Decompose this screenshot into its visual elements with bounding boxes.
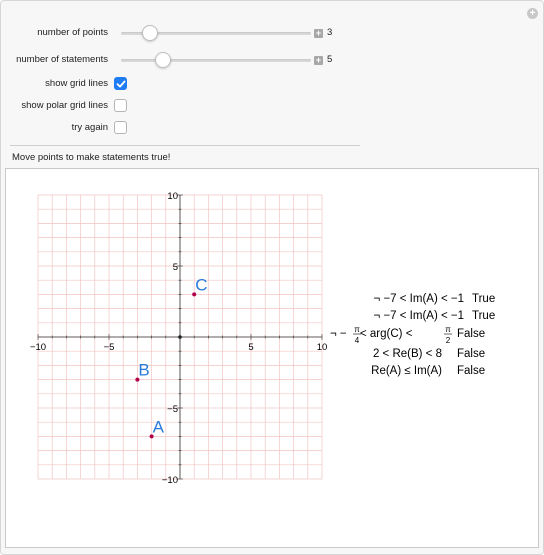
points-slider-handle[interactable]	[142, 25, 158, 41]
instruction-text: Move points to make statements true!	[12, 152, 171, 163]
origin-point	[178, 335, 182, 339]
grid-lines-checkbox[interactable]	[114, 77, 127, 90]
x-tick-label: −10	[29, 342, 47, 353]
expand-icon[interactable]: +	[527, 8, 538, 19]
y-tick-label: 5	[172, 262, 178, 273]
statement-middle: < arg(C) <	[360, 328, 413, 340]
try-again-control	[0, 120, 200, 136]
fraction-denominator: 2	[445, 336, 451, 345]
complex-plane-plot	[28, 187, 338, 502]
points-label: number of points	[37, 27, 108, 38]
x-tick-label: −5	[103, 342, 115, 353]
statements-slider-track[interactable]	[121, 59, 311, 62]
statement-prefix: ¬ −	[330, 328, 347, 340]
statement-result: False	[457, 328, 486, 340]
statement-result: True	[472, 310, 496, 322]
statement-result: False	[457, 365, 486, 377]
statement-result: True	[472, 293, 496, 305]
point-a-label: A	[152, 417, 164, 437]
polar-grid-label: show polar grid lines	[21, 100, 108, 111]
statement-text: ¬ −7 < Im(A) < −1	[373, 310, 464, 322]
polar-grid-checkbox[interactable]	[114, 99, 127, 112]
y-tick-label: −10	[161, 475, 178, 486]
try-again-checkbox[interactable]	[114, 121, 127, 134]
fraction-numerator: π	[354, 325, 360, 334]
points-value: 3	[327, 27, 333, 38]
x-tick-label: 5	[248, 342, 254, 353]
output-panel	[5, 168, 539, 548]
statements-list	[324, 287, 524, 387]
statements-value: 5	[327, 54, 333, 65]
y-tick-label: −5	[167, 404, 178, 415]
x-tick-label: 10	[316, 342, 328, 353]
statement-result: False	[457, 348, 486, 360]
point-c-label: C	[195, 275, 208, 295]
statement-with-fractions	[330, 325, 452, 345]
y-tick-label: 10	[167, 191, 178, 202]
statements-expand-icon[interactable]: +	[315, 55, 322, 65]
fraction-denominator: 4	[354, 336, 360, 345]
grid-lines-control	[0, 76, 200, 92]
polar-grid-control	[0, 98, 200, 114]
statement-text: ¬ −7 < Im(A) < −1	[373, 293, 464, 305]
grid-lines-label: show grid lines	[45, 78, 108, 89]
point-b-label: B	[138, 360, 150, 380]
divider	[10, 145, 360, 146]
points-control	[0, 25, 544, 41]
statements-control	[0, 52, 544, 68]
checkmark-icon	[116, 79, 126, 89]
statement-text: Re(A) ≤ Im(A)	[371, 365, 442, 377]
statements-slider-handle[interactable]	[155, 52, 171, 68]
statement-text: 2 < Re(B) < 8	[372, 348, 442, 360]
fraction-numerator: π	[445, 325, 451, 334]
points-expand-icon[interactable]: +	[315, 28, 322, 38]
try-again-label: try again	[71, 122, 108, 133]
statements-label: number of statements	[16, 54, 108, 65]
